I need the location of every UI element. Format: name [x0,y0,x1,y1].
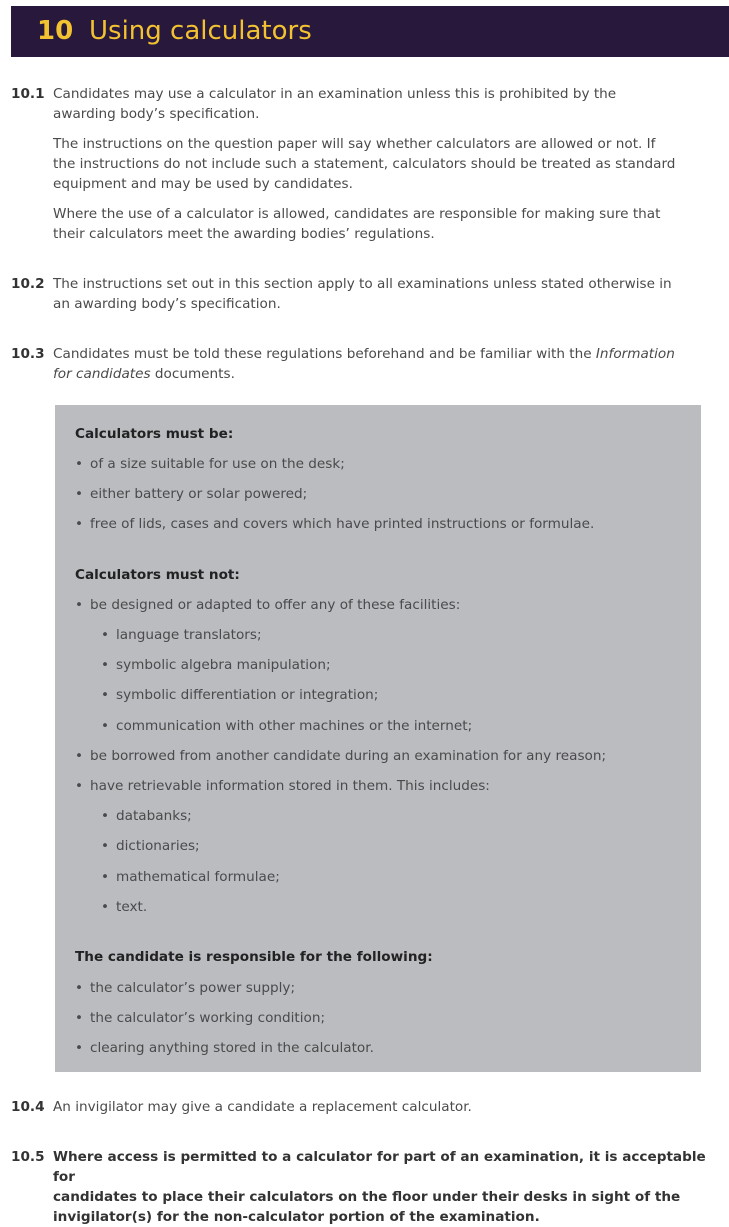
bullet-icon: • [75,980,84,996]
bullet-icon: • [75,1010,84,1026]
text-line [53,364,713,384]
text-line: Where the use of a calculator is allowed, candidates are responsible for making sure that [53,206,661,222]
list-item-text: of a size suitable for use on the desk; [90,456,345,472]
bullet-icon: • [101,718,110,734]
bullet-icon: • [101,627,110,643]
text-line: an awarding body’s specification. [53,296,281,312]
text-run: documents. [154,366,235,382]
list-item-text: free of lids, cases and covers which have printed instructions or formulae. [90,516,595,532]
text-run: Candidates must be told these regulations beforehand and be familiar with the [53,346,592,362]
text-line: candidates to place their calculators on the floor under their desks in sight of the [53,1189,681,1205]
text-line: An invigilator may give a candidate a replacement calculator. [53,1099,472,1115]
clause-10-4-para [53,1097,713,1117]
clause-number-10-3: 10.3 [11,346,45,362]
text-line: equipment and may be used by candidates. [53,176,353,192]
section-title: Using calculators [89,16,312,46]
clause-number-10-4: 10.4 [11,1099,45,1115]
clause-number-10-1: 10.1 [11,86,45,102]
list-item-text: be designed or adapted to offer any of these facilities: [90,597,461,613]
bullet-icon: • [75,748,84,764]
italic-text: for candidates [53,366,151,382]
list-item-text: mathematical formulae; [116,869,280,885]
text-line: Where access is permitted to a calculator for part of an examination, it is acceptable for [53,1149,706,1185]
must-be-heading: Calculators must be: [75,426,234,442]
bullet-icon: • [75,1040,84,1056]
list-item-text: the calculator’s power supply; [90,980,296,996]
list-item-text: text. [116,899,148,915]
list-item-text: communication with other machines or the internet; [116,718,473,734]
list-item-text: language translators; [116,627,262,643]
responsible-heading: The candidate is responsible for the following: [75,949,433,965]
clause-number-10-5: 10.5 [11,1149,45,1165]
bullet-icon: • [101,687,110,703]
list-item-text: dictionaries; [116,838,200,854]
text-line: invigilator(s) for the non-calculator portion of the examination. [53,1209,540,1225]
clause-10-3-para [53,344,713,384]
bullet-icon: • [101,808,110,824]
text-line: awarding body’s specification. [53,106,260,122]
bullet-icon: • [101,899,110,915]
list-item-text: have retrievable information stored in them. This includes: [90,778,490,794]
bullet-icon: • [75,597,84,613]
calculator-rules-box [55,405,701,1072]
list-item-text: symbolic differentiation or integration; [116,687,379,703]
clause-10-1-para-3 [53,204,713,244]
bullet-icon: • [101,869,110,885]
list-item-text: be borrowed from another candidate during an examination for any reason; [90,748,607,764]
section-number: 10 [37,16,74,46]
list-item-text: the calculator’s working condition; [90,1010,326,1026]
text-line: the instructions do not include such a statement, calculators should be treated as standard [53,156,676,172]
bullet-icon: • [101,838,110,854]
section-header [11,6,729,57]
text-line: The instructions set out in this section apply to all examinations unless stated otherwise in [53,276,672,292]
italic-text: Information [595,346,675,362]
list-item-text: either battery or solar powered; [90,486,308,502]
bullet-icon: • [75,516,84,532]
must-not-heading: Calculators must not: [75,567,240,583]
text-line: their calculators meet the awarding bodies’ regulations. [53,226,435,242]
text-line: The instructions on the question paper will say whether calculators are allowed or not. If [53,136,656,152]
list-item-text: databanks; [116,808,192,824]
clause-10-2-para [53,274,713,314]
clause-number-10-2: 10.2 [11,276,45,292]
clause-10-1-para-1 [53,84,713,124]
text-line: Candidates may use a calculator in an examination unless this is prohibited by the [53,86,617,102]
clause-10-1-para-2 [53,134,713,194]
text-line [53,344,713,364]
list-item-text: symbolic algebra manipulation; [116,657,331,673]
list-item-text: clearing anything stored in the calculator. [90,1040,374,1056]
bullet-icon: • [75,486,84,502]
clause-10-5-para [53,1147,713,1227]
bullet-icon: • [75,778,84,794]
bullet-icon: • [75,456,84,472]
bullet-icon: • [101,657,110,673]
